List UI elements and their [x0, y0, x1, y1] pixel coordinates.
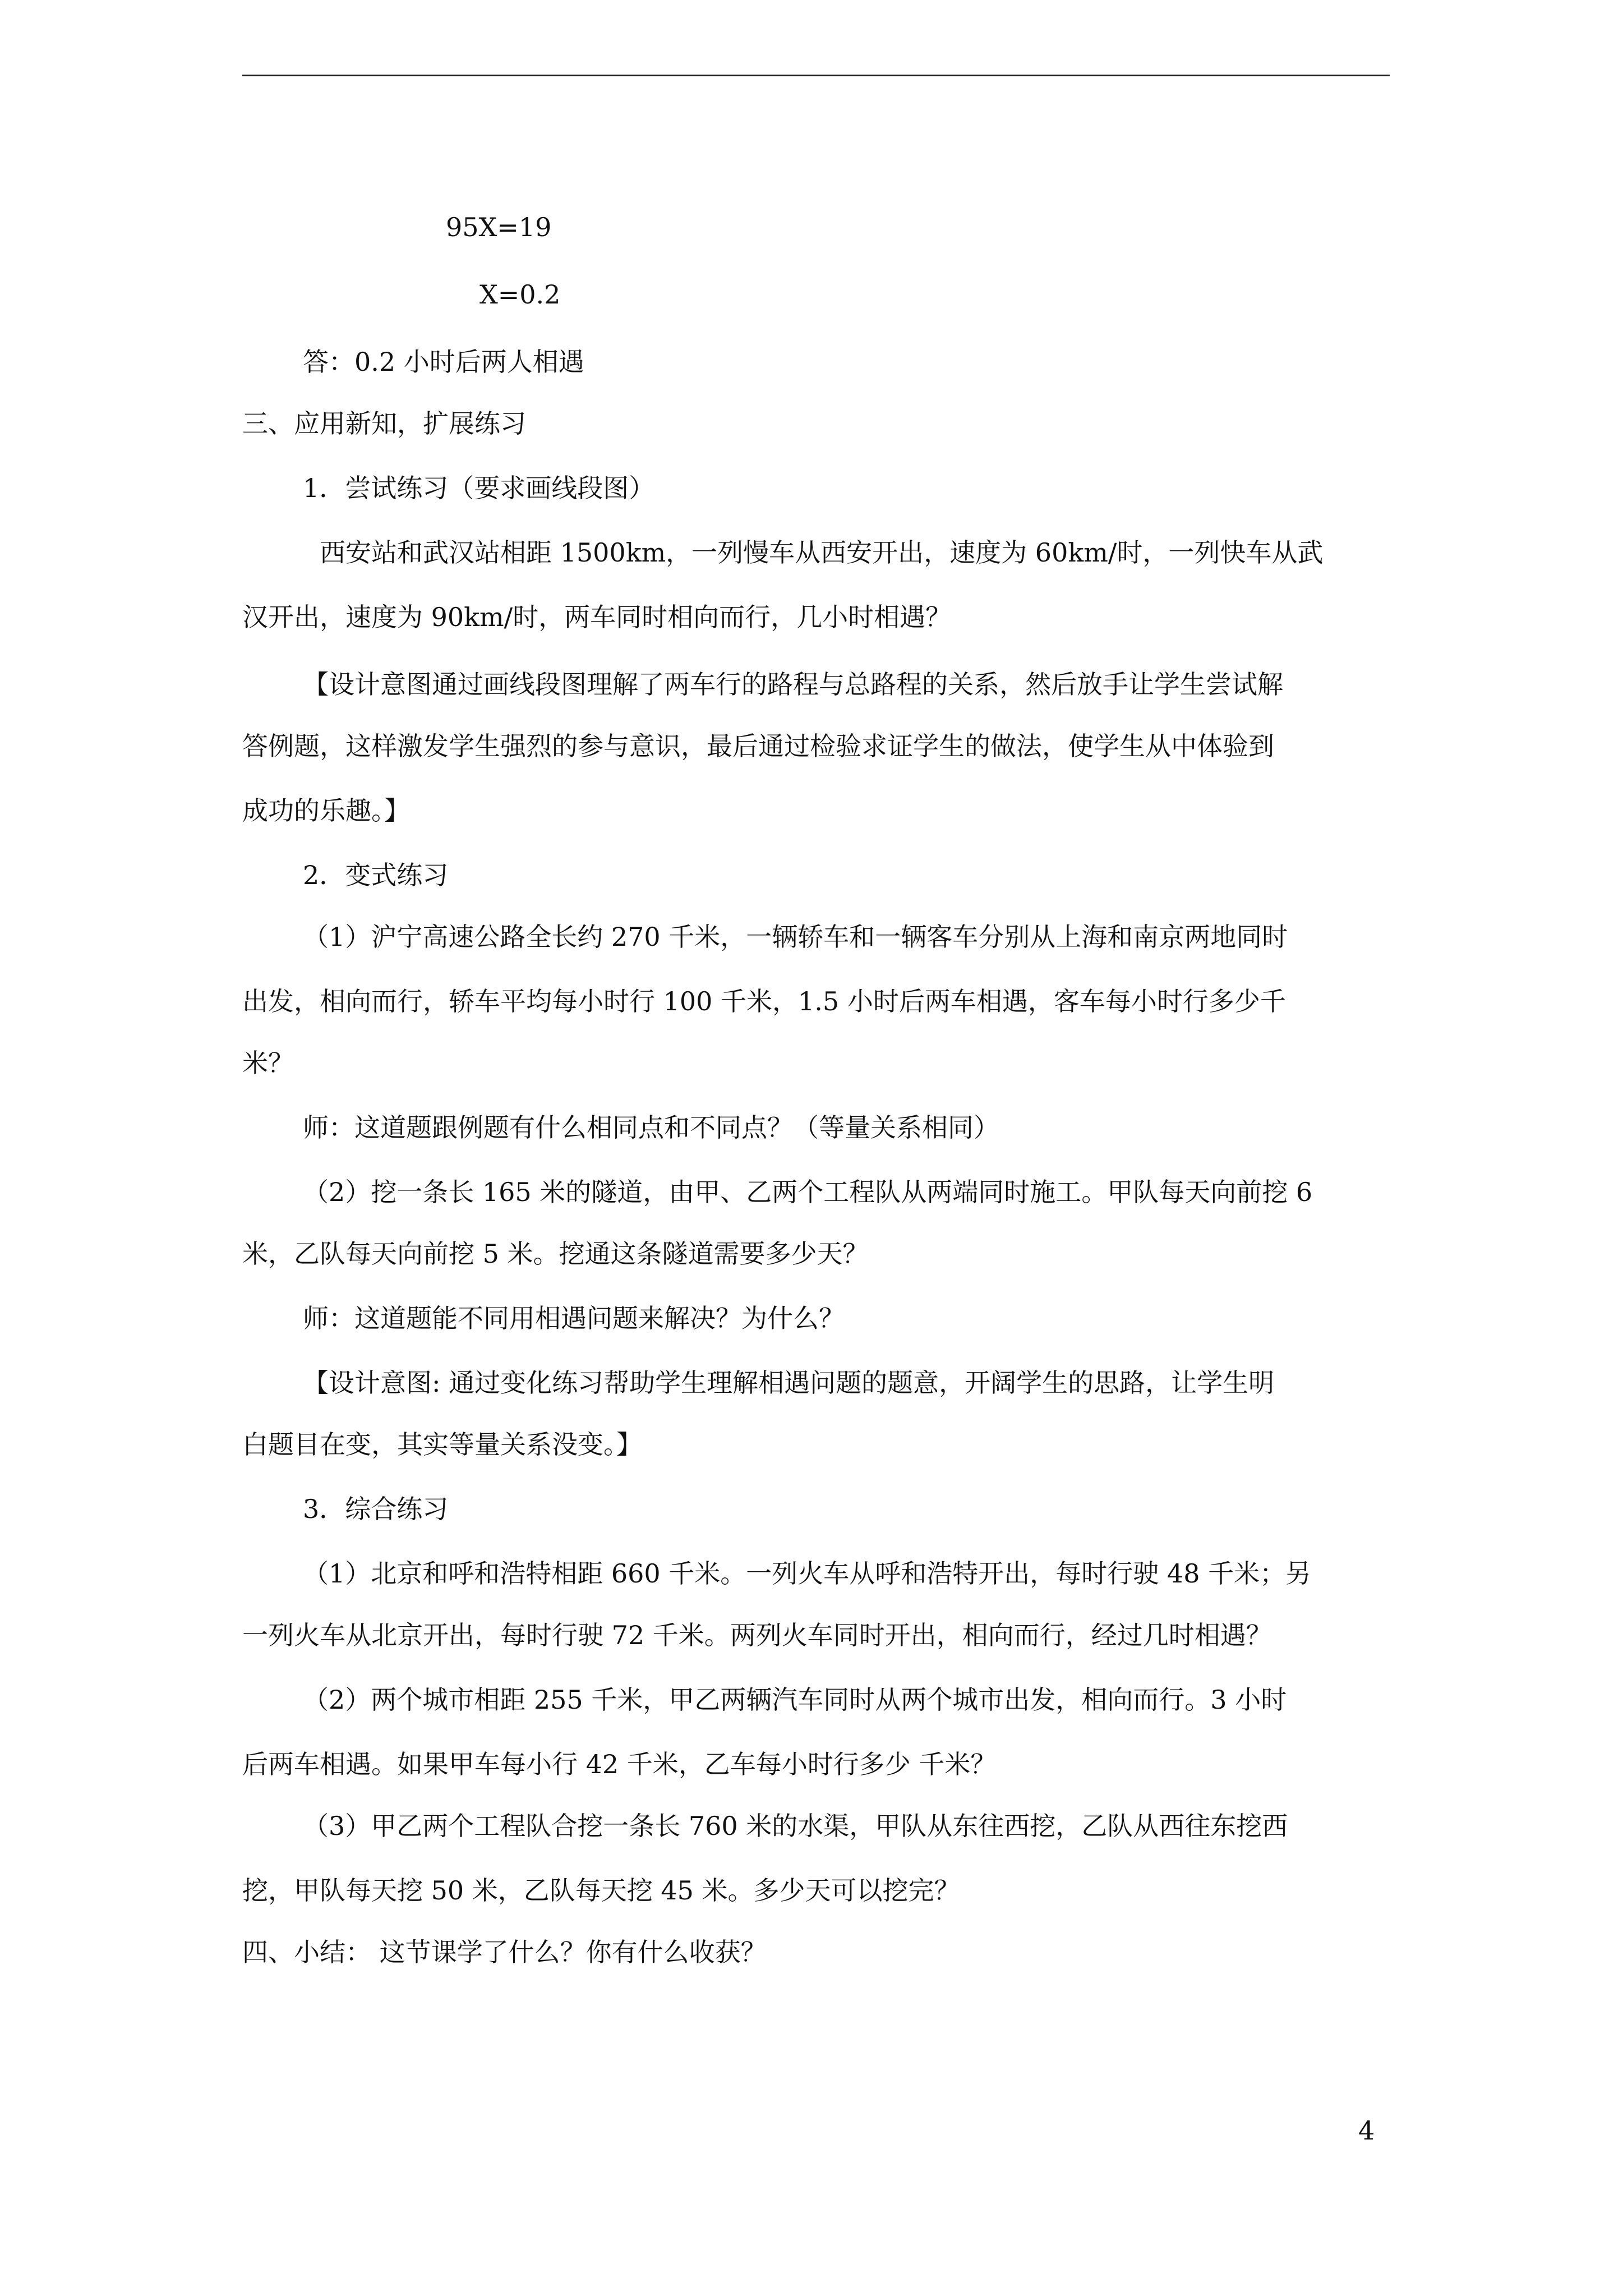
question-line: （2）挖一条长 165 米的隧道，由甲、乙两个工程队从两端同时施工。甲队每天向前挖 6 — [303, 1177, 1313, 1207]
question-line: 挖，甲队每天挖 50 米，乙队每天挖 45 米。多少天可以挖完？ — [242, 1875, 960, 1906]
design-intent-line: 成功的乐趣。】 — [242, 795, 410, 826]
page-number: 4 — [1358, 2115, 1375, 2146]
item-title: 2．变式练习 — [303, 860, 449, 890]
question-line: （1）沪宁高速公路全长约 270 千米，一辆轿车和一辆客车分别从上海和南京两地同时 — [303, 922, 1288, 952]
paragraph-line: 汉开出，速度为 90km/时，两车同时相向而行，几小时相遇？ — [242, 602, 952, 632]
design-intent-line: 【设计意图通过画线段图理解了两车行的路程与总路程的关系，然后放手让学生尝试解 — [303, 669, 1283, 700]
design-intent-line: 答例题，这样激发学生强烈的参与意识，最后通过检验求证学生的做法，使学生从中体验到 — [242, 731, 1274, 761]
answer-line: 答：0.2 小时后两人相遇 — [303, 347, 584, 377]
teacher-remark: 师：这道题跟例题有什么相同点和不同点？（等量关系相同） — [303, 1112, 999, 1143]
question-line: （2）两个城市相距 255 千米，甲乙两辆汽车同时从两个城市出发，相向而行。3 小时 — [303, 1685, 1287, 1715]
design-intent-line: 【设计意图: 通过变化练习帮助学生理解相遇问题的题意，开阔学生的思路，让学生明 — [303, 1368, 1275, 1398]
design-intent-line: 白题目在变，其实等量关系没变。】 — [242, 1429, 642, 1460]
question-line: 米？ — [242, 1048, 294, 1078]
equation-line: 95X=19 — [446, 212, 552, 242]
question-line: 后两车相遇。如果甲车每小行 42 千米，乙车每小时行多少 千米？ — [242, 1749, 997, 1779]
equation-line: X=0.2 — [479, 279, 561, 310]
item-title: 1．尝试练习（要求画线段图） — [303, 473, 655, 503]
header-rule — [242, 75, 1390, 76]
question-line: 米，乙队每天向前挖 5 米。挖通这条隧道需要多少天？ — [242, 1239, 869, 1269]
section-heading: 三、应用新知，扩展练习 — [242, 408, 526, 439]
section-heading: 四、小结： 这节课学了什么？你有什么收获？ — [242, 1937, 767, 1967]
question-line: （3）甲乙两个工程队合挖一条长 760 米的水渠，甲队从东往西挖，乙队从西往东挖西 — [303, 1811, 1288, 1841]
teacher-remark: 师：这道题能不同用相遇问题来解决？为什么？ — [303, 1303, 845, 1333]
question-line: 一列火车从北京开出，每时行驶 72 千米。两列火车同时开出，相向而行，经过几时相遇？ — [242, 1620, 1272, 1650]
paragraph-line: 西安站和武汉站相距 1500km，一列慢车从西安开出，速度为 60km/时，一列快车从武 — [320, 537, 1324, 568]
item-title: 3．综合练习 — [303, 1494, 449, 1524]
question-line: （1）北京和呼和浩特相距 660 千米。一列火车从呼和浩特开出，每时行驶 48 千米；另 — [303, 1558, 1312, 1589]
question-line: 出发，相向而行，轿车平均每小时行 100 千米，1.5 小时后两车相遇，客车每小时行多少千 — [242, 986, 1286, 1016]
